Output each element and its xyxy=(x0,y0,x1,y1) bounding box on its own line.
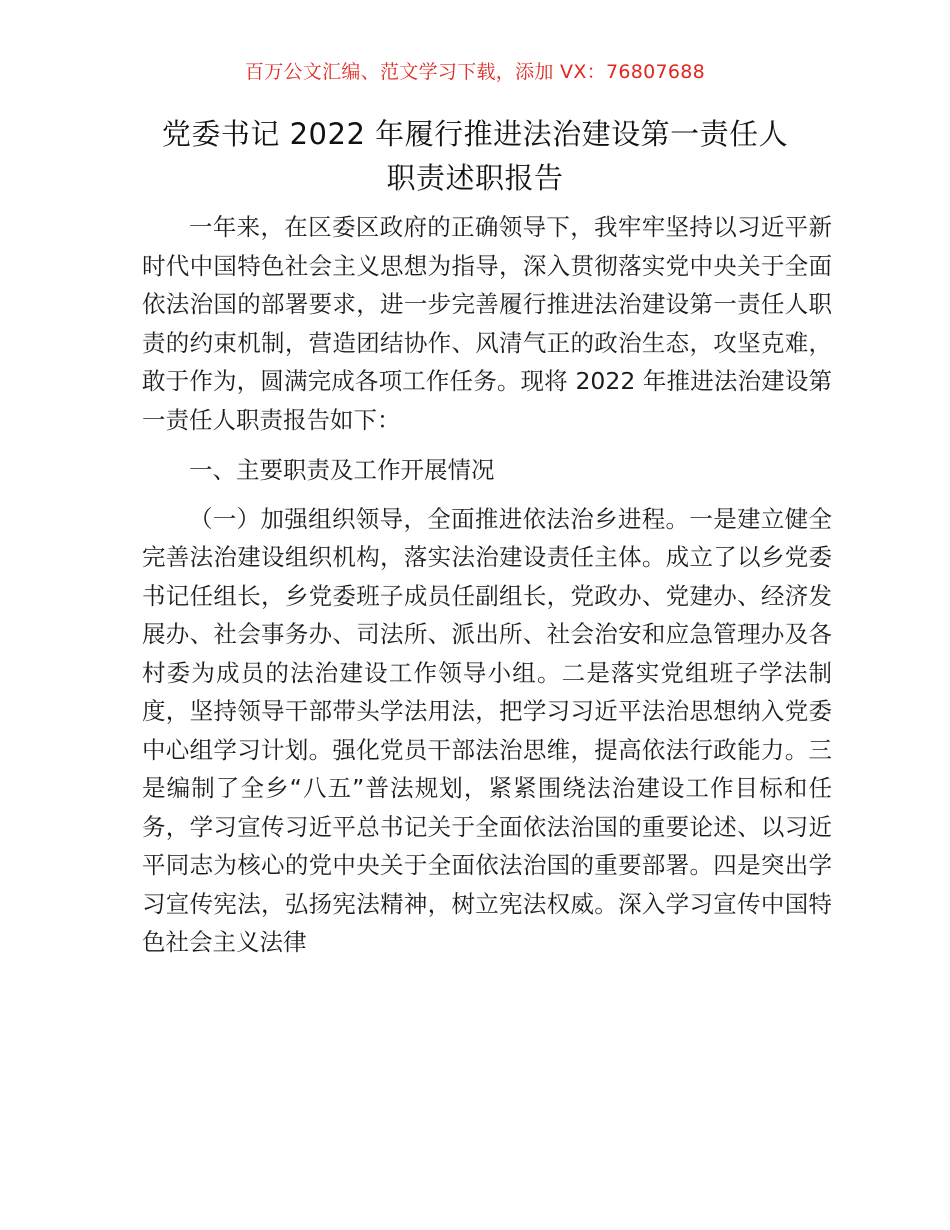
document-body xyxy=(142,208,832,962)
title-line-1: 党委书记 2022 年履行推进法治建设第一责任人 xyxy=(161,117,789,151)
title-line-2: 职责述职报告 xyxy=(386,161,564,195)
section-paragraph: （一）加强组织领导，全面推进依法治乡进程。一是建立健全完善法治建设组织机构，落实法治建设责任主体。成立了以乡党委书记任组长，乡党委班子成员任副组长，党政办、党建办、经济发展办、社会事务办、司法所、派出所、社会治安和应急管理办及各村委为成员的法治建设工作领导小组。二是落实党组班子学法制度，坚持领导干部带头学法用法，把学习习近平法治思想纳入党委中心组学习计划。强化党员干部法治思维，提高依法行政能力。三是编制了全乡“八五”普法规划，紧紧围绕法治建设工作目标和任务，学习宣传习近平总书记关于全面依法治国的重要论述、以习近平同志为核心的党中央关于全面依法治国的重要部署。四是突出学习宣传宪法，弘扬宪法精神，树立宪法权威。深入学习宣传中国特色社会主义法律 xyxy=(142,504,832,956)
section-heading: 一、主要职责及工作开展情况 xyxy=(189,456,495,484)
document-title xyxy=(100,112,850,200)
intro-paragraph: 一年来，在区委区政府的正确领导下，我牢牢坚持以习近平新时代中国特色社会主义思想为指导，深入贯彻落实党中央关于全面依法治国的部署要求，进一步完善履行推进法治建设第一责任人职责的约束机制，营造团结协作、风清气正的政治生态，攻坚克难，敢于作为，圆满完成各项工作任务。现将 2022 年推进法治建设第一责任人职责报告如下： xyxy=(142,213,832,434)
header-watermark: 百万公文汇编、范文学习下载，添加 VX：76807688 xyxy=(244,61,706,83)
